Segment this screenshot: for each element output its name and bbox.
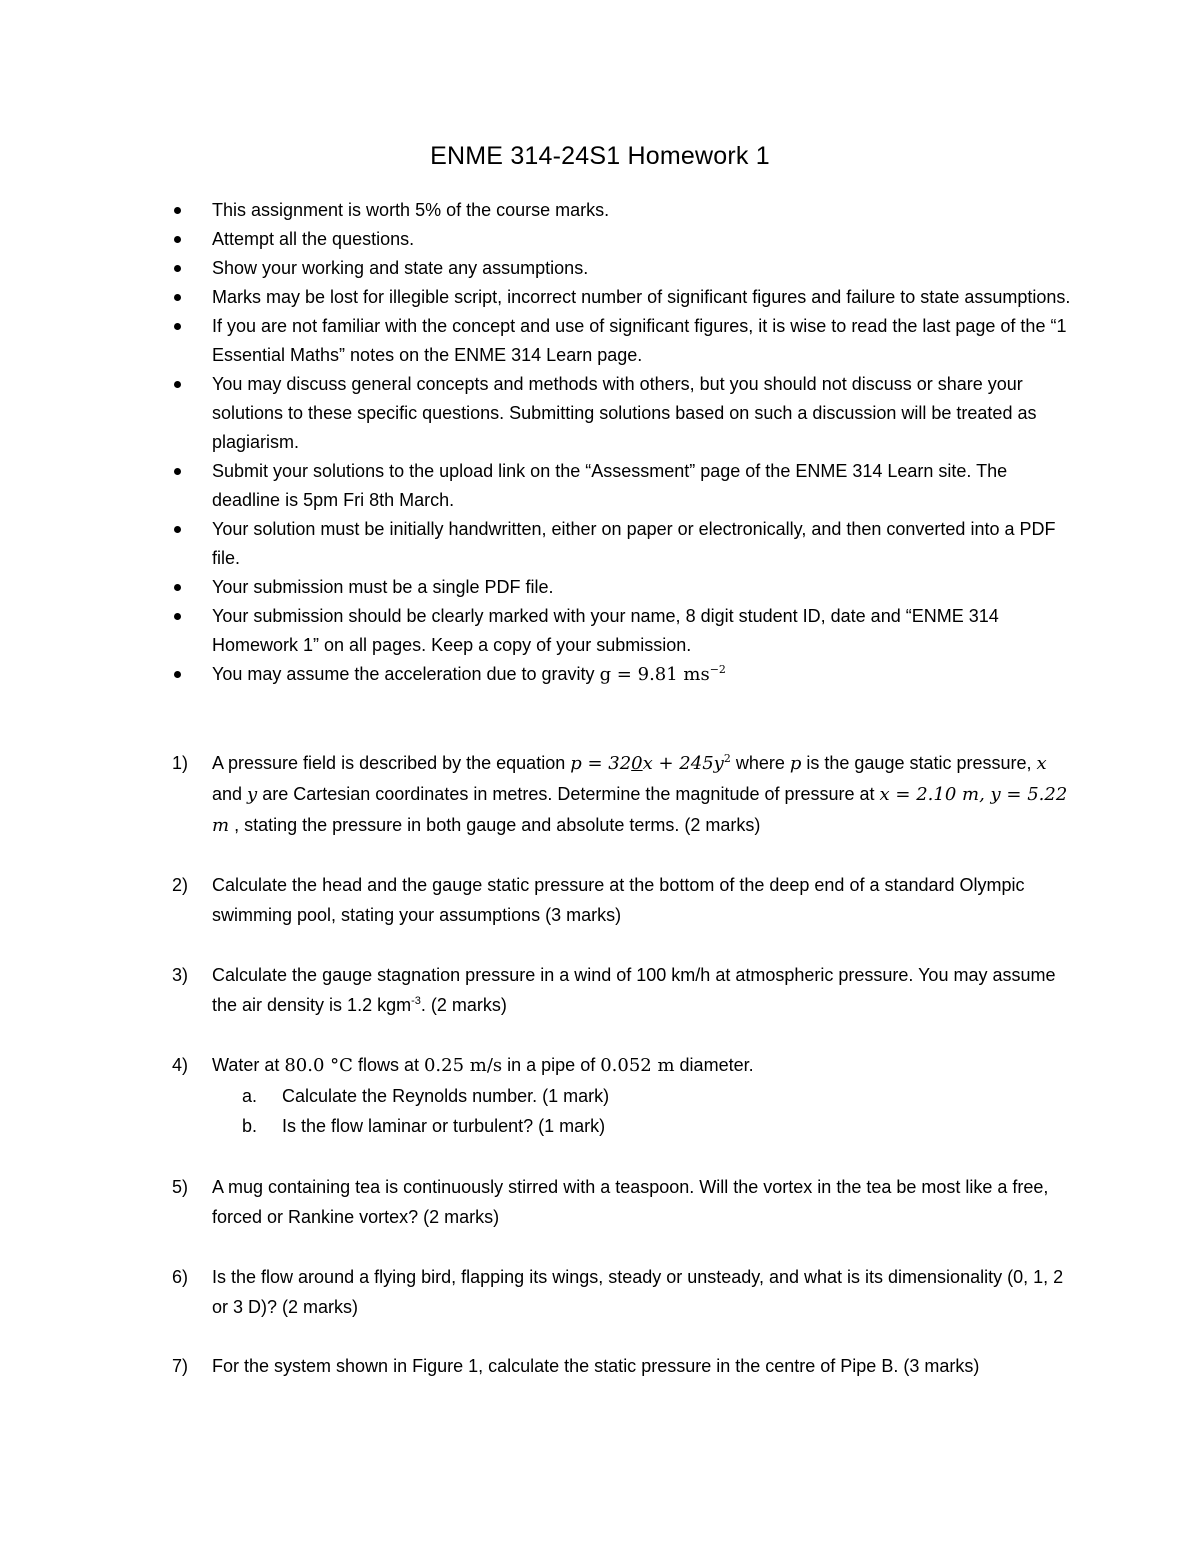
question-3-text: Calculate the gauge stagnation pressure in a wind of 100 km/h at atmospheric pressure. You may assume the air density is 1.2 kgm$^{-3}$. (2 marks) (212, 965, 1056, 1015)
bullet-icon (174, 671, 181, 678)
bullet-icon (174, 526, 181, 533)
list-item: Your submission should be clearly marked with your name, 8 digit student ID, date and “ENME 314 Homework 1” on all pages. Keep a copy of your submission. (172, 602, 1072, 660)
question-6-text: Is the flow around a flying bird, flapping its wings, steady or unsteady, and what is its dimensionality (0, 1, 2 or 3 D)? (2 marks) (212, 1267, 1064, 1317)
bullet-icon (174, 584, 181, 591)
bullet-icon (174, 294, 181, 301)
list-item: Your solution must be initially handwritten, either on paper or electronically, and then converted into a PDF file. (172, 515, 1072, 573)
list-item: Submit your solutions to the upload link on the “Assessment” page of the ENME 314 Learn site. The deadline is 5pm Fri 8th March. (172, 457, 1072, 515)
question-4a: a. Calculate the Reynolds number. (1 mark) (242, 1086, 610, 1106)
question-6: 6) Is the flow around a flying bird, flapping its wings, steady or unsteady, and what is its dimensionality (0, 1, 2 or 3 D)? (2 marks) (172, 1262, 1072, 1322)
bullet-icon (174, 613, 181, 620)
bullet-icon (174, 468, 181, 475)
question-2: 2) Calculate the head and the gauge static pressure at the bottom of the deep end of a standard Olympic swimming pool, stating your assumptions (3 marks) (172, 870, 1072, 930)
list-item: Attempt all the questions. (172, 225, 1072, 254)
instructions-list (172, 196, 1072, 689)
question-4b: b. Is the flow laminar or turbulent? (1 mark) (242, 1116, 606, 1136)
list-item: You may discuss general concepts and methods with others, but you should not discuss or share your solutions to these specific questions. Submitting solutions based on such a discussion will be treated as plagiarism. (172, 370, 1072, 457)
list-item: This assignment is worth 5% of the course marks. (172, 196, 1072, 225)
question-2-text: Calculate the head and the gauge static pressure at the bottom of the deep end of a standard Olympic swimming pool, stating your assumptions (3 marks) (212, 875, 1025, 925)
gravity-list-item: You may assume the acceleration due to gravity g = 9.81 $ms^{-2}$ (172, 660, 1072, 689)
question-7: 7) For the system shown in Figure 1, calculate the static pressure in the centre of Pipe B. (3 marks) (172, 1351, 1072, 1381)
question-5: 5) A mug containing tea is continuously stirred with a teaspoon. Will the vortex in the tea be most like a free, forced or Rankine vortex? (2 marks) (172, 1172, 1072, 1232)
bullet-icon (174, 207, 181, 214)
question-3: 3) Calculate the gauge stagnation pressure in a wind of 100 km/h at atmospheric pressure. You may assume the air density is 1.2 kgm$^{-3}$. (2 marks) (172, 960, 1072, 1020)
question-4-text: Water at 80.0 °C flows at 0.25 m/s in a pipe of 0.052 m diameter. (212, 1055, 754, 1076)
bullet-icon (174, 323, 181, 330)
gravity-value: g = 9.81 ms (599, 664, 710, 685)
question-7-text: For the system shown in Figure 1, calculate the static pressure in the centre of Pipe B. (3 marks) (212, 1356, 980, 1376)
question-1: 1) A pressure field is described by the equation $p = 320x + 245y^2$ where p is the gauge static pressure, x and y are Cartesian coordinates in metres. Determine the magnitude of pressure at x = 2.10 m, y = 5.22 m , stating the pressure in both gauge and absolute terms. (2 marks) (172, 748, 1072, 841)
page-title: ENME 314-24S1 Homework 1 (430, 142, 770, 170)
question-5-text: A mug containing tea is continuously stirred with a teaspoon. Will the vortex in the tea be most like a free, forced or Rankine vortex? (2 marks) (212, 1177, 1049, 1227)
bullet-icon (174, 381, 181, 388)
bullet-icon (174, 236, 181, 243)
list-item: Your submission must be a single PDF file. (172, 573, 1072, 602)
bullet-icon (174, 265, 181, 272)
list-item: Marks may be lost for illegible script, incorrect number of significant figures and failure to state assumptions. (172, 283, 1072, 312)
question-1-text: A pressure field is described by the equation $p = 320x + 245y^2$ where p is the gauge static pressure, x and y are Cartesian coordinates in metres. Determine the magnitude of pressure at x = 2.10 m, y = 5.22 m , stating the pressure in both gauge and absolute terms. (2 marks) (212, 752, 1068, 836)
question-4: 4) Water at 80.0 °C flows at 0.25 m/s in a pipe of 0.052 m diameter. a. Calculate the Reynolds number. (1 mark) b. Is the flow laminar or turbulent? (1 mark) (172, 1050, 1072, 1141)
list-item: If you are not familiar with the concept and use of significant figures, it is wise to read the last page of the “1 Essential Maths” notes on the ENME 314 Learn page. (172, 312, 1072, 370)
list-item: Show your working and state any assumptions. (172, 254, 1072, 283)
